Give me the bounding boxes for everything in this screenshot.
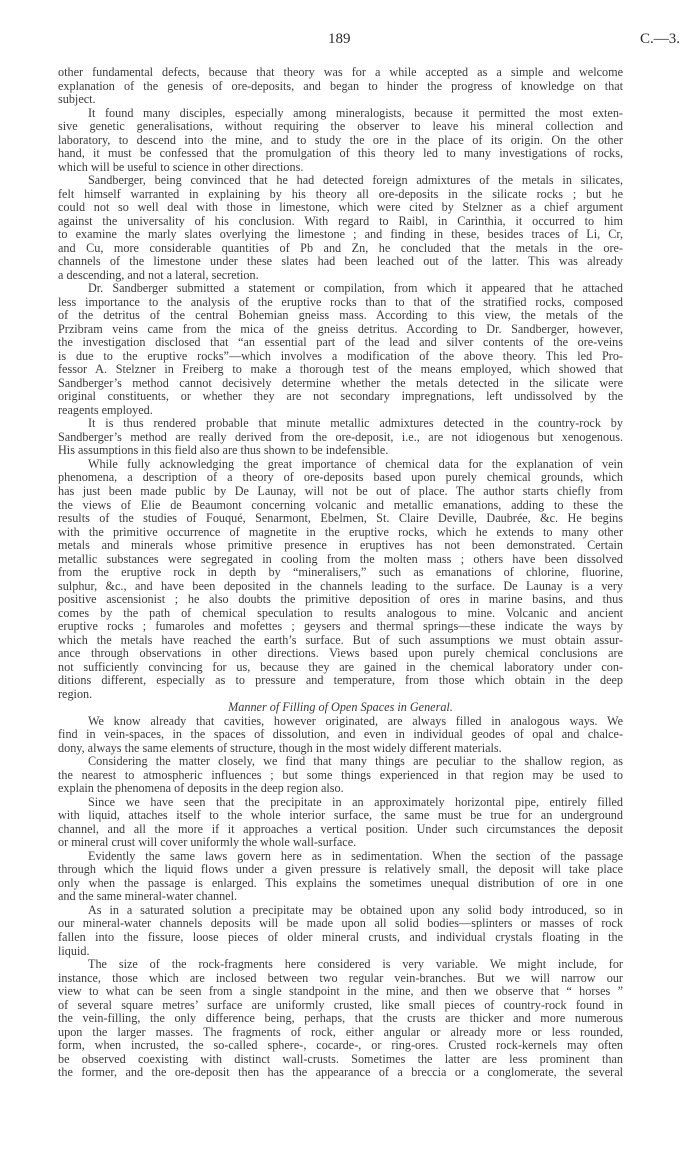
text-line: the nearest to atmospheric influences ; but some things experienced in that region may be used to bbox=[58, 767, 623, 782]
text-line: find in vein-spaces, in the spaces of dissolution, and even in individual geodes of opal and chalce- bbox=[58, 727, 623, 742]
text-line: of several square metres’ surface are uniformly crusted, like small pieces of country-rock found in bbox=[58, 997, 623, 1012]
paragraph bbox=[58, 417, 623, 458]
paragraph bbox=[58, 904, 623, 958]
text-line: As in a saturated solution a precipitate may be obtained upon any solid body introduced, so in bbox=[88, 902, 623, 917]
text-line: could not so well deal with those in limestone, which were cited by Stelzner as a chief argument bbox=[58, 200, 623, 215]
text-line: of the detritus of the central Bohemian gneiss mass. According to this view, the metals of the bbox=[58, 308, 623, 323]
text-line: and Cu, more considerable quantities of Pb and Zn, he concluded that the metals in the ore- bbox=[58, 240, 623, 255]
text-line: the former, and the ore-deposit then has the appearance of a breccia or a conglomerate, the several bbox=[58, 1065, 623, 1080]
text-line: upon the larger masses. The fragments of rock, either angular or already more or less rounded, bbox=[58, 1024, 623, 1039]
document-reference: C.—3. bbox=[640, 31, 681, 47]
paragraph bbox=[58, 458, 623, 701]
text-line: phenomena, a description of a theory of ore-deposits based upon purely chemical grounds, which bbox=[58, 470, 623, 485]
text-line: positive ascensionist ; he also doubts the primitive deposition of ores in marine basins, and thus bbox=[58, 592, 623, 607]
paragraph bbox=[58, 282, 623, 417]
text-line: metallic substances were segregated in cooling from the molten mass ; others have been dissolved bbox=[58, 551, 623, 566]
text-line: the investigation disclosed that “an essential part of the lead and silver contents of the ore-veins bbox=[58, 335, 623, 350]
page-body bbox=[58, 66, 623, 1080]
text-line: Considering the matter closely, we find that many things are peculiar to the shallow region, as bbox=[88, 754, 623, 769]
text-line: We know already that cavities, however originated, are always filled in analogous ways. We bbox=[88, 713, 623, 728]
text-line: Przibram veins came from the mica of the gneiss detritus. According to Dr. Sandberger, however, bbox=[58, 321, 623, 336]
text-line: our mineral-water channels deposits will be made upon all solid bodies—splinters or masses of rock bbox=[58, 916, 623, 931]
text-line: a descending, and not a lateral, secretion. bbox=[58, 267, 259, 282]
text-line: only when the passage is enlarged. This explains the sometimes unequal distribution of ore in one bbox=[58, 875, 623, 890]
text-line: channels of the limestone under these slates had been leached out of the latter. This was already bbox=[58, 254, 623, 269]
text-line: through which the liquid flows under a given pressure is relatively small, the deposit will take place bbox=[58, 862, 623, 877]
text-line: has just been made public by De Launay, will not be out of place. The author starts chiefly from bbox=[58, 483, 623, 498]
paragraph bbox=[58, 755, 623, 796]
text-line: view to what can be seen from a single standpoint in the mine, and then we observe that “ horses ” bbox=[58, 984, 623, 999]
text-line: form, when incrusted, the so-called sphere-, cocarde-, or ring-ores. Crusted rock-kernels may often bbox=[58, 1038, 623, 1053]
text-line: results of the studies of Fouqué, Senarmont, Ebelmen, St. Claire Deville, Daubrée, &c. He begins bbox=[58, 511, 623, 526]
text-line: less importance to the analysis of the eruptive rocks than to that of the stratified rocks, composed bbox=[58, 294, 623, 309]
paragraph bbox=[58, 958, 623, 1080]
text-line: eruptive rocks ; fumaroles and mofettes ; geysers and thermal springs—these indicate the ways by bbox=[58, 619, 623, 634]
text-line: not sufficiently convincing for us, because they are gained in the chemical laboratory under con- bbox=[58, 659, 623, 674]
text-line: or mineral crust will cover uniformly the whole wall-surface. bbox=[58, 835, 357, 850]
text-line: which the metals have reached the earth’s surface. But of such assumptions we must obtain assur- bbox=[58, 632, 623, 647]
text-line: explain the phenomena of deposits in the deep region also. bbox=[58, 781, 344, 796]
text-line: Sandberger, being convinced that he had detected foreign admixtures of the metals in silicates, bbox=[88, 173, 623, 188]
paragraph bbox=[58, 66, 623, 107]
text-line: the vein-filling, the only difference being, perhaps, that the crusts are thicker and more numerous bbox=[58, 1011, 623, 1026]
text-line: hand, it must be confessed that the promulgation of this theory led to many investigations of rocks, bbox=[58, 146, 623, 161]
text-line: explanation of the genesis of ore-deposits, and began to hinder the progress of knowledge on that bbox=[58, 78, 623, 93]
section-heading bbox=[58, 701, 623, 715]
text-line: sulphur, &c., and have been deposited in the channels leading to the surface. De Launay is a very bbox=[58, 578, 623, 593]
text-line: region. bbox=[58, 686, 93, 701]
text-line: against the universality of his conclusion. With regard to Raibl, in Carinthia, it occurred to him bbox=[58, 213, 623, 228]
text-line: laboratory, to descend into the mine, and to study the ore in the place of its origin. On the other bbox=[58, 132, 623, 147]
paragraph bbox=[58, 107, 623, 175]
text-line: with the primitive occurrence of magnetite in the eruptive rocks, which he extends to many other bbox=[58, 524, 623, 539]
text-line: which will be useful to science in other directions. bbox=[58, 159, 304, 174]
text-line: dony, always the same elements of structure, though in the most widely different materials. bbox=[58, 740, 502, 755]
page-number: 189 bbox=[328, 31, 351, 47]
text-line: subject. bbox=[58, 92, 96, 107]
text-line: Evidently the same laws govern here as in sedimentation. When the section of the passage bbox=[88, 848, 623, 863]
paragraph bbox=[58, 715, 623, 756]
text-line: fessor A. Stelzner in Freiberg to make a thorough test of the means employed, which showed that bbox=[58, 362, 623, 377]
paragraph bbox=[58, 174, 623, 282]
heading-text: Manner of Filling of Open Spaces in General. bbox=[228, 700, 453, 715]
text-line: and the same mineral-water channel. bbox=[58, 889, 238, 904]
text-line: The size of the rock-fragments here considered is very variable. We might include, for bbox=[88, 957, 623, 972]
text-line: Sandberger’s method are really derived from the ore-deposit, i.e., are not idiogenous but xenogenous. bbox=[58, 429, 623, 444]
text-line: reagents employed. bbox=[58, 402, 153, 417]
text-line: comes by the path of chemical speculation to results analogous to mine. Volcanic and ancient bbox=[58, 605, 623, 620]
text-line: Since we have seen that the precipitate in an approximately horizontal pipe, entirely filled bbox=[88, 794, 623, 809]
text-line: instance, those which are inclosed between two regular vein-branches. But we will narrow our bbox=[58, 970, 623, 985]
text-line: the views of Elie de Beaumont concerning volcanic and metallic emanations, adding to these the bbox=[58, 497, 623, 512]
text-line: It is thus rendered probable that minute metallic admixtures detected in the country-rock by bbox=[88, 416, 623, 431]
text-line: felt himself warranted in explaining by his theory all ore-deposits in the silicate rocks ; but he bbox=[58, 186, 623, 201]
text-line: ance through observations in other directions. Views based upon purely chemical conclusions are bbox=[58, 646, 623, 661]
text-line: to examine the marly slates overlying the limestone ; and finding in these, besides traces of Li, Cr, bbox=[58, 227, 623, 242]
text-line: fallen into the fissure, loose pieces of older mineral crusts, and individual crystals floating in the bbox=[58, 930, 623, 944]
text-line: metals and minerals whose primitive presence in eruptives has not been demonstrated. Certain bbox=[58, 538, 623, 553]
paragraph bbox=[58, 850, 623, 904]
text-line: with liquid, attaches itself to the whole interior surface, the same must be true for an underground bbox=[58, 808, 623, 823]
text-line: from the eruptive rock in depth by “mineralisers,” such as emanations of chlorine, fluorine, bbox=[58, 565, 623, 580]
paragraph bbox=[58, 796, 623, 850]
text-line: It found many disciples, especially among mineralogists, because it permitted the most exten- bbox=[88, 105, 623, 120]
text-line: ditions different, especially as to pressure and temperature, from those which obtain in the deep bbox=[58, 673, 623, 688]
text-line: While fully acknowledging the great importance of chemical data for the explanation of vein bbox=[88, 456, 623, 471]
text-line: is due to the eruptive rocks”—which involves a modification of the above theory. This led Pro- bbox=[58, 348, 623, 363]
text-line: Dr. Sandberger submitted a statement or compilation, from which it appeared that he attached bbox=[88, 281, 623, 296]
text-line: original constituents, or whether they are not secondary impregnations, left undissolved by the bbox=[58, 389, 623, 404]
text-line: Sandberger’s method cannot decisively determine whether the metals detected in the silicate were bbox=[58, 375, 623, 390]
text-line: channel, and all the more if it approaches a vertical position. Under such circumstances the deposit bbox=[58, 821, 623, 836]
text-line: liquid. bbox=[58, 943, 90, 958]
text-line: His assumptions in this field also are thus shown to be indefensible. bbox=[58, 443, 389, 458]
text-line: other fundamental defects, because that theory was for a while accepted as a simple and welcome bbox=[58, 65, 623, 79]
text-line: sive genetic generalisations, without requiring the observer to leave his mineral collection and bbox=[58, 119, 623, 134]
text-line: be observed coexisting with distinct wall-crusts. Sometimes the latter are less prominent than bbox=[58, 1051, 623, 1066]
